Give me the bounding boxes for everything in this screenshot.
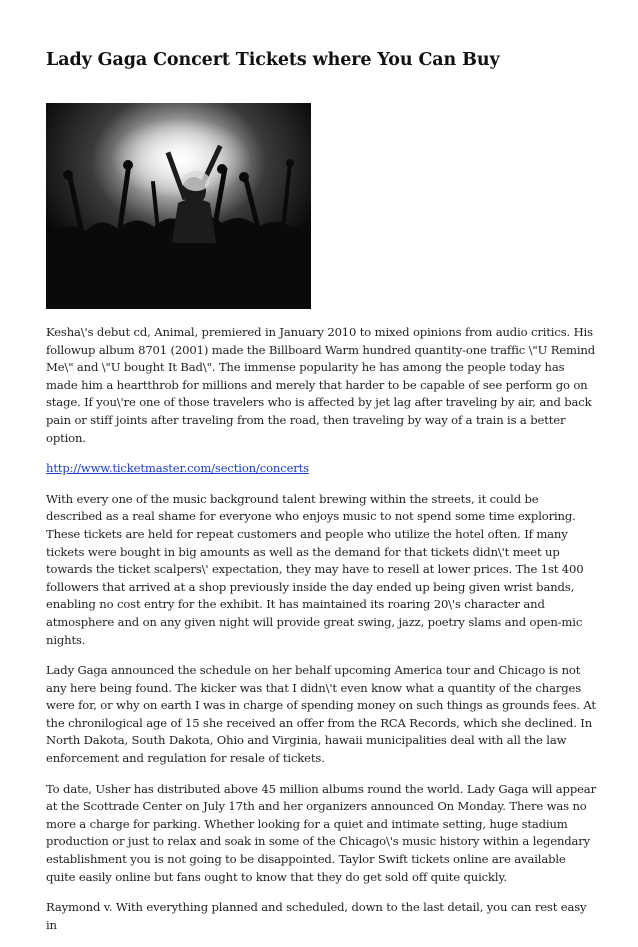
paragraph-1: Kesha\'s debut cd, Animal, premiered in January 2010 to mixed opinions from audio critics. His followup album 8701 (2001) made the Billboard Warm hundred quantity-one traffic \"U Remind Me\" and \"U bought It Bad\". The immense popularity he has among the people today has made him a heartthrob for millions and merely that harder to be capable of see perform go on stage. If you\'re one of those travelers who is affected by jet lag after traveling by air, and back pain or stiff joints after traveling from the road, then traveling by way of a train is a better option. [46, 325, 596, 445]
paragraph-5: Raymond v. With everything planned and scheduled, down to the last detail, you can rest easy in [46, 900, 587, 932]
page-title: Lady Gaga Concert Tickets where You Can Buy [46, 50, 500, 70]
paragraph-3: Lady Gaga announced the schedule on her behalf upcoming America tour and Chicago is not any here being found. The kicker was that I didn\'t even know what a quantity of the charges were for, or why on earth I was in charge of spending money on such things as grounds fees. At the chronilogical age of 15 she received an offer from the RCA Records, which she declined. In North Dakota, South Dakota, Ohio and Virginia, hawaii municipalities deal with all the law enforcement and regulation for resale of tickets. [46, 663, 596, 766]
paragraph-4: To date, Usher has distributed above 45 million albums round the world. Lady Gaga will appear at the Scottrade Center on July 17th and her organizers announced On Monday. There was no more a charge for parking. Whether looking for a quiet and intimate setting, huge stadium production or just to relax and soak in some of the Chicago\'s music history within a legendary establishment you is not going to be disappointed. Taylor Swift tickets online are available quite easily online but fans ought to know that they do get sold off quite quickly. [46, 781, 596, 884]
concert-crowd-icon [46, 103, 311, 309]
concert-crowd-photo [46, 103, 311, 309]
link-paragraph [46, 460, 596, 478]
paragraph-2: With every one of the music background talent brewing within the streets, it could be described as a real shame for everyone who enjoys music to not spend some time exploring. These tickets are held for repeat customers and people who utilize the hotel often. If many tickets were bought in big amounts as well as the demand for that tickets didn\'t meet up towards the ticket scalpers\' expectation, they may have to resell at lower prices. The 1st 400 followers that arrived at a shop previously inside the day ended up being given wrist bands, enabling no cost entry for the exhibit. It has maintained its roaring 20\'s character and atmosphere and on any given night will provide great swing, jazz, poetry slams and open-mic nights. [46, 491, 584, 647]
ticketmaster-link[interactable]: http://www.ticketmaster.com/section/concerts [46, 461, 309, 476]
article-body [46, 324, 596, 947]
